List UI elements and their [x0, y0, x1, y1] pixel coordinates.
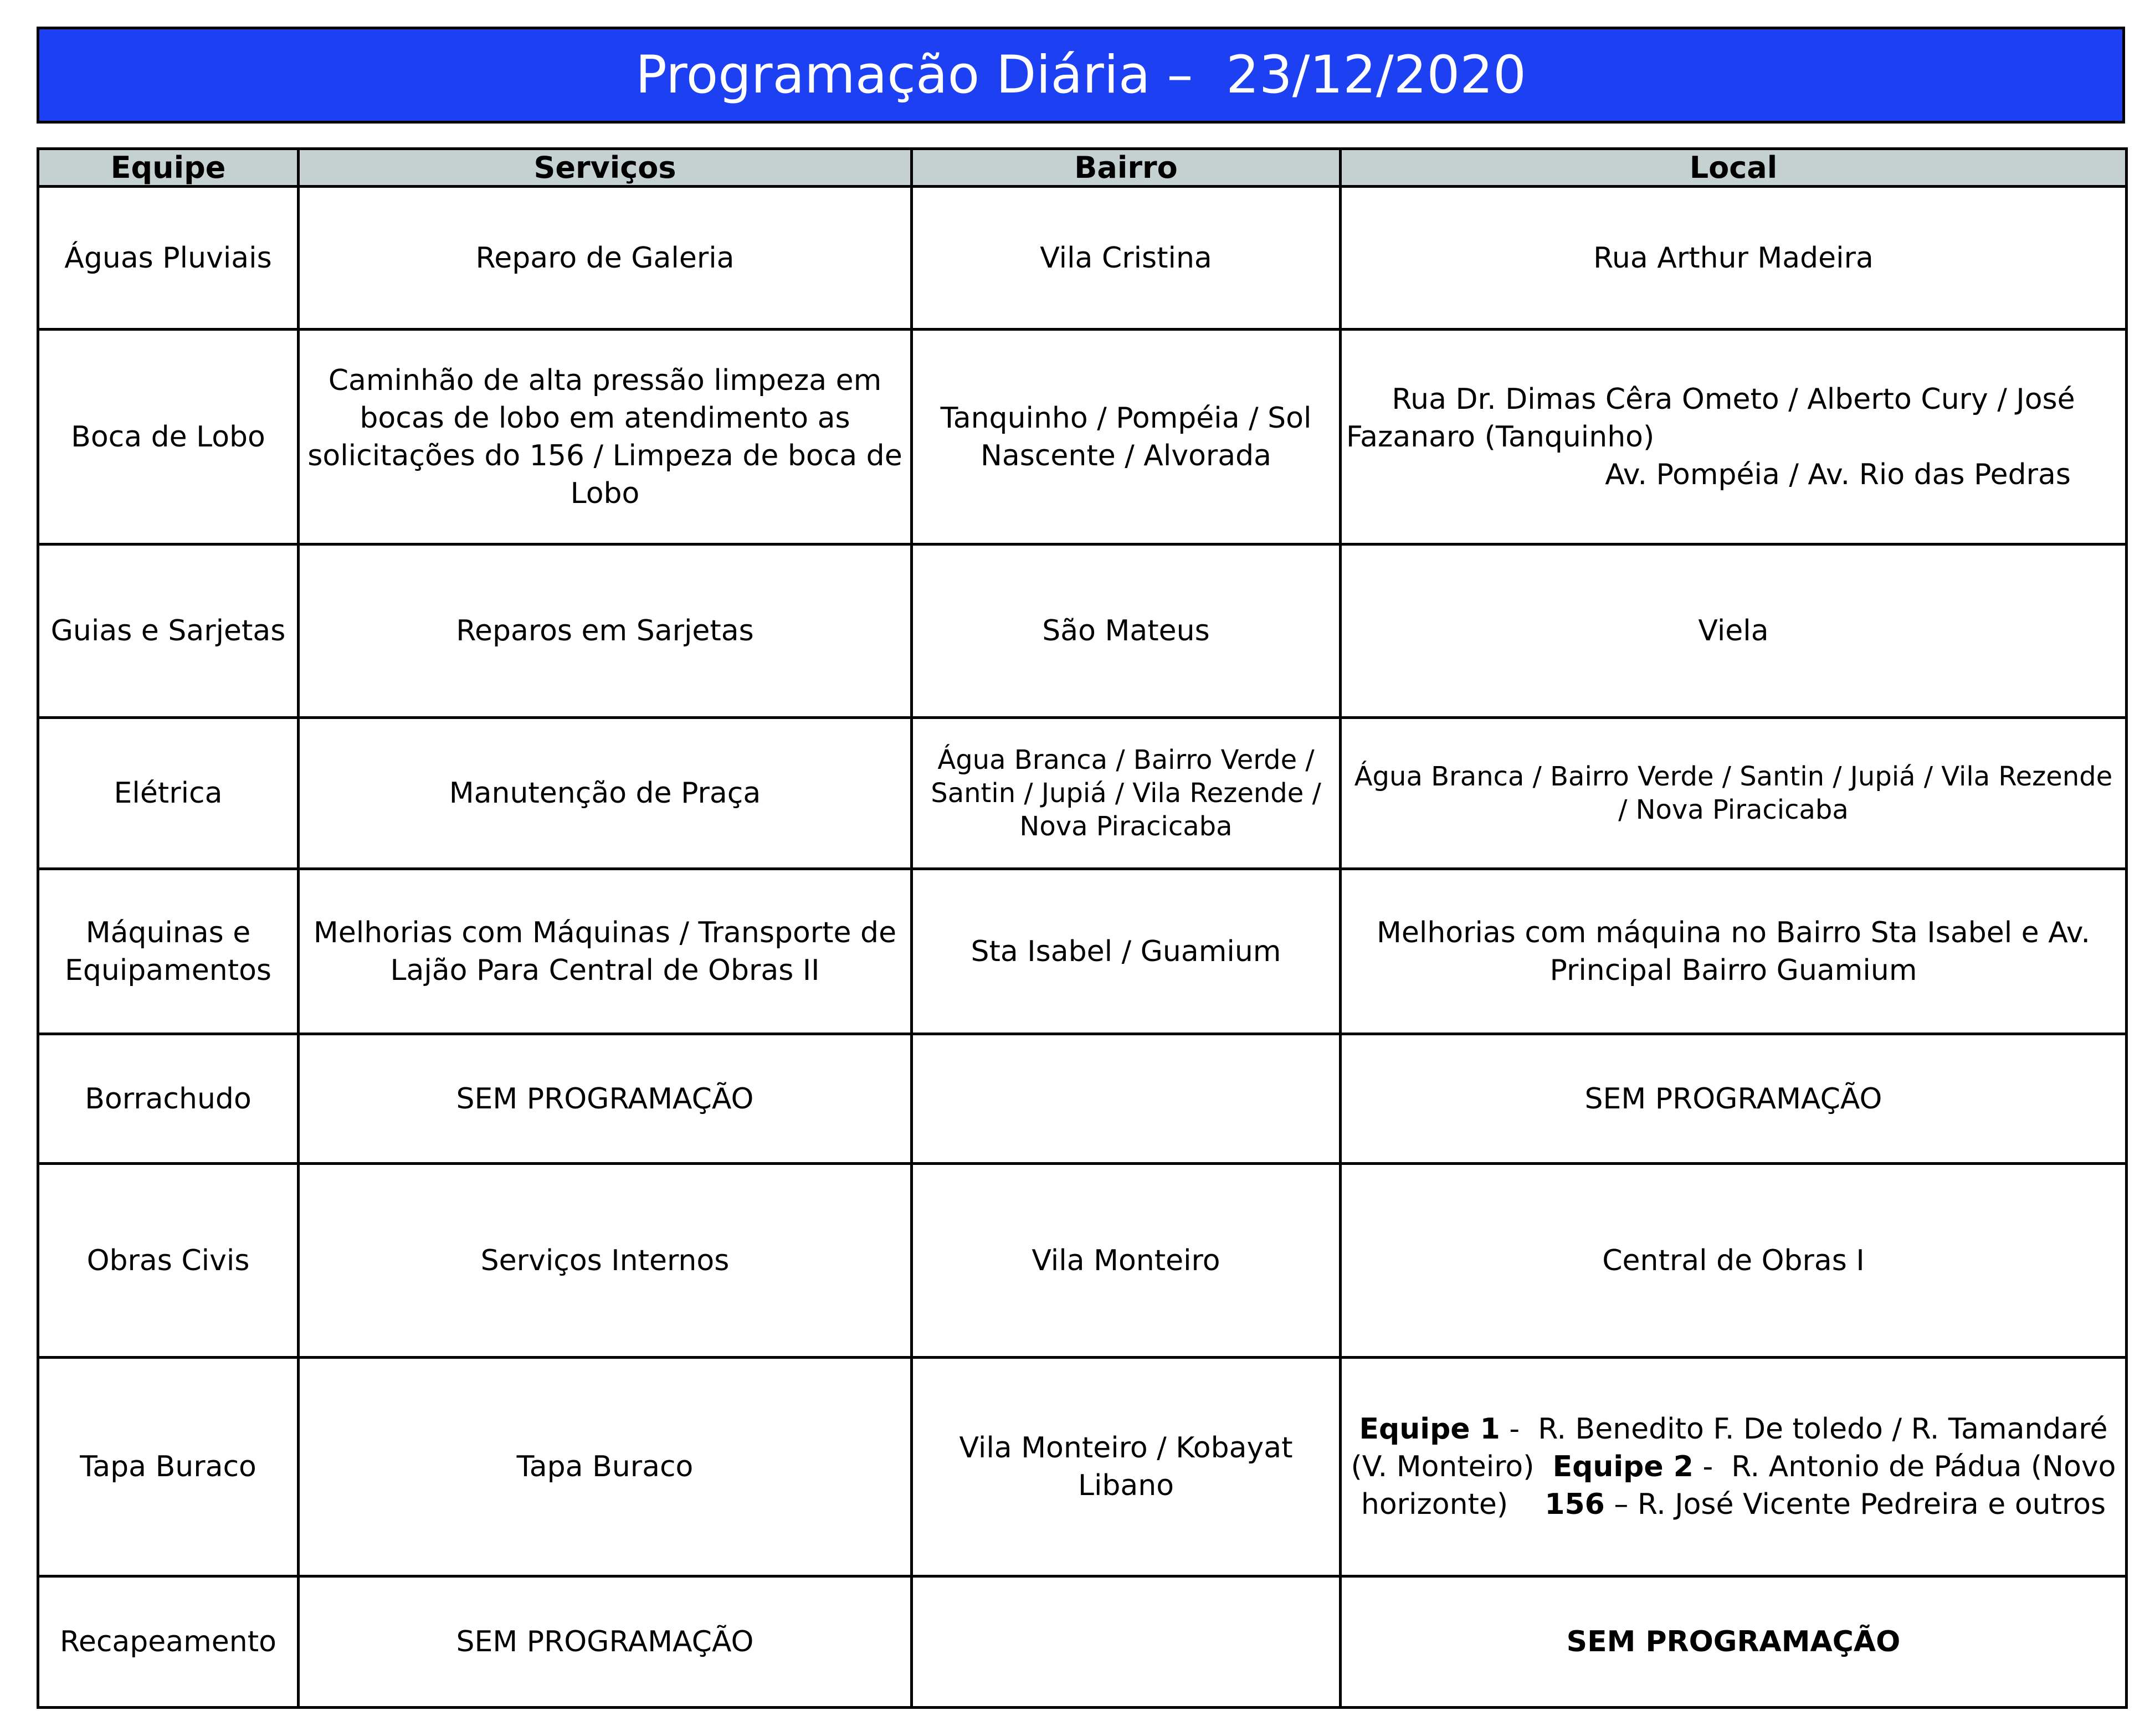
local-equipe2-text: - R. Antonio de Pádua (Novo horizonte) [1361, 1450, 2126, 1521]
table-row [38, 718, 2127, 869]
local-line: Av. Pompéia / Av. Rio das Pedras [1605, 458, 2071, 491]
table-row [38, 1358, 2127, 1576]
table-row [38, 330, 2127, 545]
cell-local: Rua Arthur Madeira [1341, 187, 2127, 330]
cell-equipe: Recapeamento [38, 1576, 299, 1708]
local-156-text: – R. José Vicente Pedreira e outros [1604, 1488, 2106, 1521]
table-header-row [38, 149, 2127, 187]
cell-servicos: Melhorias com Máquinas / Transporte de Lajão Para Central de Obras II [299, 869, 912, 1034]
header-local: Local [1341, 149, 2127, 187]
cell-local: Central de Obras I [1341, 1164, 2127, 1358]
header-equipe: Equipe [38, 149, 299, 187]
table-row [38, 1576, 2127, 1708]
cell-bairro: Vila Cristina [912, 187, 1341, 330]
cell-servicos: Reparos em Sarjetas [299, 545, 912, 718]
local-line: Rua Dr. Dimas Cêra Ometo / Alberto Cury / José [1392, 382, 2075, 416]
cell-local [1341, 330, 2127, 545]
cell-equipe: Tapa Buraco [38, 1358, 299, 1576]
cell-local: Água Branca / Bairro Verde / Santin / Jupiá / Vila Rezende / Nova Piracicaba [1341, 718, 2127, 869]
table-row [38, 1034, 2127, 1164]
cell-equipe: Borrachudo [38, 1034, 299, 1164]
cell-bairro [912, 1576, 1341, 1708]
cell-equipe: Guias e Sarjetas [38, 545, 299, 718]
cell-bairro: Vila Monteiro [912, 1164, 1341, 1358]
cell-bairro: Água Branca / Bairro Verde / Santin / Jupiá / Vila Rezende / Nova Piracicaba [912, 718, 1341, 869]
local-line: Fazanaro (Tanquinho) [1346, 420, 1655, 454]
page-title-bar [37, 27, 2125, 124]
local-equipe2-label: Equipe 2 [1552, 1450, 1694, 1483]
page-title: Programação Diária – 23/12/2020 [635, 45, 1526, 105]
cell-equipe: Boca de Lobo [38, 330, 299, 545]
cell-local: SEM PROGRAMAÇÃO [1341, 1034, 2127, 1164]
cell-servicos: Tapa Buraco [299, 1358, 912, 1576]
local-156-label: 156 [1544, 1488, 1605, 1521]
cell-servicos: Caminhão de alta pressão limpeza em bocas de lobo em atendimento as solicitações do 156 / Limpeza de boca de Lobo [299, 330, 912, 545]
cell-equipe: Elétrica [38, 718, 299, 869]
cell-equipe: Obras Civis [38, 1164, 299, 1358]
cell-bairro: Tanquinho / Pompéia / Sol Nascente / Alvorada [912, 330, 1341, 545]
cell-servicos: Manutenção de Praça [299, 718, 912, 869]
header-bairro: Bairro [912, 149, 1341, 187]
cell-servicos: SEM PROGRAMAÇÃO [299, 1034, 912, 1164]
local-equipe1-text: - R. Benedito F. De toledo / R. Tamandaré (V. Monteiro) [1351, 1413, 2117, 1483]
table-row [38, 187, 2127, 330]
schedule-table [37, 147, 2128, 1709]
table-row [38, 1164, 2127, 1358]
cell-bairro: Sta Isabel / Guamium [912, 869, 1341, 1034]
cell-local: SEM PROGRAMAÇÃO [1341, 1576, 2127, 1708]
cell-local: Melhorias com máquina no Bairro Sta Isabel e Av. Principal Bairro Guamium [1341, 869, 2127, 1034]
local-equipe1-label: Equipe 1 [1359, 1413, 1500, 1446]
cell-equipe: Águas Pluviais [38, 187, 299, 330]
cell-servicos: SEM PROGRAMAÇÃO [299, 1576, 912, 1708]
cell-local [1341, 1358, 2127, 1576]
cell-equipe: Máquinas e Equipamentos [38, 869, 299, 1034]
cell-bairro [912, 1034, 1341, 1164]
cell-bairro: Vila Monteiro / Kobayat Libano [912, 1358, 1341, 1576]
cell-servicos: Serviços Internos [299, 1164, 912, 1358]
cell-servicos: Reparo de Galeria [299, 187, 912, 330]
cell-bairro: São Mateus [912, 545, 1341, 718]
table-row [38, 545, 2127, 718]
cell-local: Viela [1341, 545, 2127, 718]
table-row [38, 869, 2127, 1034]
header-servicos: Serviços [299, 149, 912, 187]
